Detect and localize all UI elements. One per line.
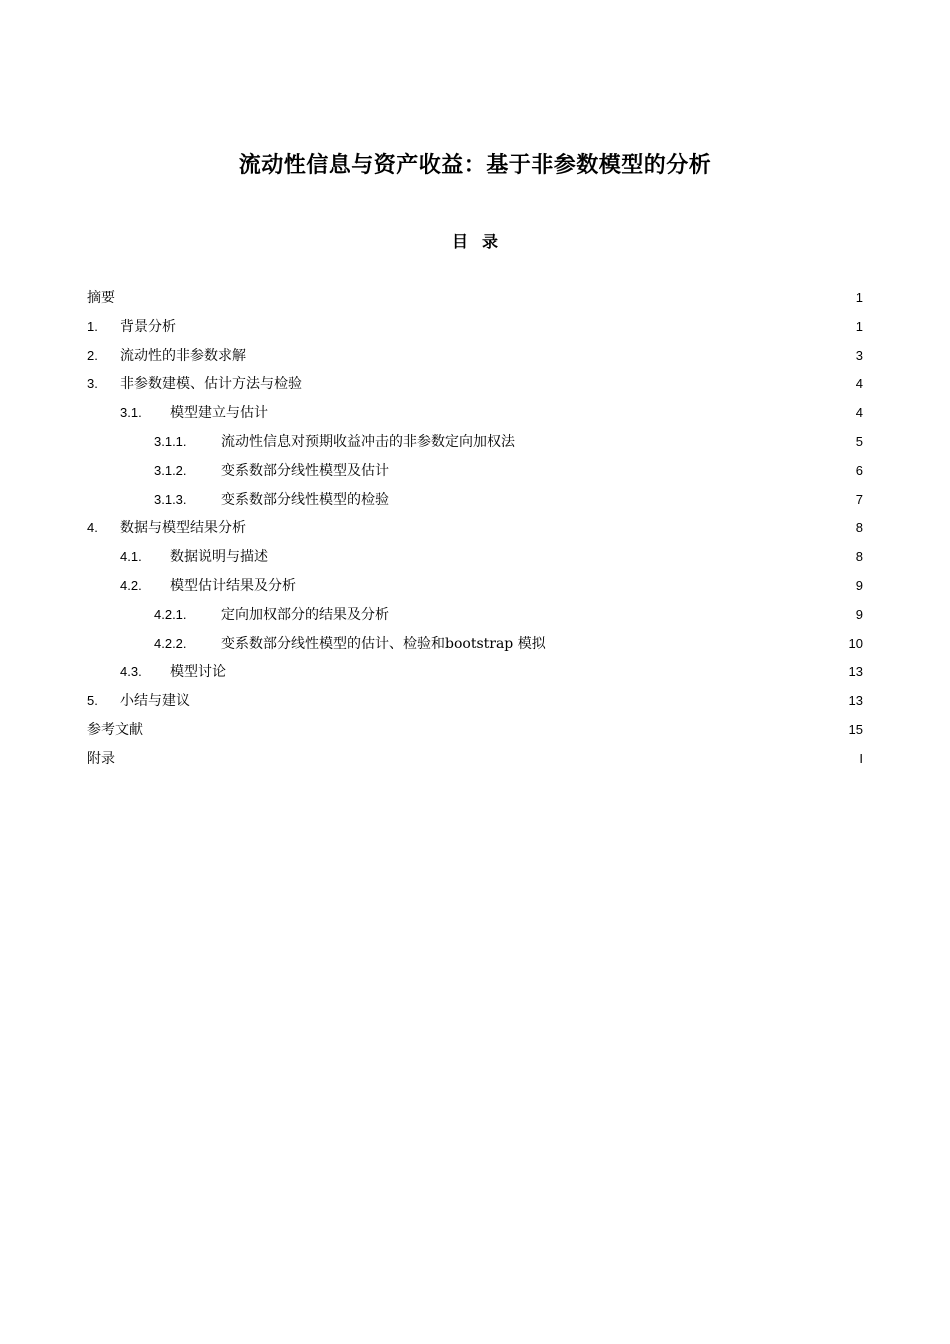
toc-entry[interactable] <box>87 399 863 428</box>
toc-entry-title: 数据说明与描述 <box>170 549 268 566</box>
toc-entry-number: 3.1.3. <box>154 491 187 507</box>
document-title: 流动性信息与资产收益：基于非参数模型的分析 <box>238 152 712 178</box>
toc-entry-number: 3. <box>87 376 98 392</box>
toc-entry[interactable] <box>87 457 863 486</box>
toc-entry-page-number: 1 <box>855 318 863 334</box>
toc-entry[interactable] <box>87 370 863 399</box>
toc-entry-page-number: I <box>859 750 863 766</box>
toc-entry-page-number: 15 <box>848 721 863 737</box>
toc-entry-title: 参考文献 <box>87 721 143 738</box>
toc-entry-number: 4. <box>87 520 98 536</box>
toc-entry-page-number: 8 <box>855 520 863 536</box>
toc-entry[interactable] <box>87 658 863 687</box>
toc-entry[interactable] <box>87 543 863 572</box>
toc-entry[interactable] <box>87 486 863 515</box>
toc-entry-page-number: 9 <box>855 606 863 622</box>
toc-entry-title: 小结与建议 <box>120 693 190 710</box>
toc-entry-title: 变系数部分线性模型的检验 <box>221 491 389 508</box>
toc-entry-page-number: 4 <box>855 376 863 392</box>
toc-entry-title: 模型估计结果及分析 <box>170 577 296 594</box>
toc-entry[interactable] <box>87 572 863 601</box>
toc-entry-page-number: 3 <box>855 347 863 363</box>
toc-entry-page-number: 7 <box>855 491 863 507</box>
table-of-contents <box>87 284 863 774</box>
toc-entry-number: 1. <box>87 318 98 334</box>
toc-entry-page-number: 6 <box>855 462 863 478</box>
toc-entry-number: 4.1. <box>120 549 142 565</box>
toc-entry-title: 流动性信息对预期收益冲击的非参数定向加权法 <box>221 433 515 450</box>
toc-entry-number: 5. <box>87 693 98 709</box>
toc-entry-title: 定向加权部分的结果及分析 <box>221 606 389 623</box>
toc-entry-title: 背景分析 <box>120 318 176 335</box>
toc-entry-title: 非参数建模、估计方法与检验 <box>120 376 302 393</box>
toc-entry-title: 变系数部分线性模型及估计 <box>221 462 389 479</box>
toc-entry-number: 3.1.2. <box>154 462 187 478</box>
toc-entry[interactable] <box>87 745 863 774</box>
toc-entry[interactable] <box>87 716 863 745</box>
toc-entry[interactable] <box>87 342 863 371</box>
toc-heading: 目录 <box>451 232 512 251</box>
toc-entry-page-number: 10 <box>848 635 863 651</box>
toc-entry-title: 模型讨论 <box>170 664 226 681</box>
toc-entry-page-number: 9 <box>855 577 863 593</box>
toc-entry-number: 2. <box>87 347 98 363</box>
toc-entry-title: 数据与模型结果分析 <box>120 520 246 537</box>
toc-entry-number: 3.1. <box>120 405 142 421</box>
toc-entry-title: 变系数部分线性模型的估计、检验和bootstrap 模拟 <box>221 635 546 652</box>
toc-entry-page-number: 13 <box>848 693 863 709</box>
toc-entry-page-number: 5 <box>855 433 863 449</box>
toc-entry[interactable] <box>87 514 863 543</box>
toc-entry-page-number: 4 <box>855 405 863 421</box>
toc-entry-number: 4.3. <box>120 664 142 680</box>
toc-entry[interactable] <box>87 284 863 313</box>
toc-entry-page-number: 13 <box>848 664 863 680</box>
toc-entry-title: 摘要 <box>87 290 115 306</box>
toc-entry[interactable] <box>87 601 863 630</box>
toc-entry-title: 流动性的非参数求解 <box>120 347 246 364</box>
toc-entry-number: 4.2.1. <box>154 606 187 622</box>
toc-entry-number: 4.2. <box>120 577 142 593</box>
toc-entry-page-number: 8 <box>855 549 863 565</box>
toc-entry[interactable] <box>87 313 863 342</box>
toc-entry-title: 附录 <box>87 750 115 767</box>
toc-entry[interactable] <box>87 428 863 457</box>
toc-entry[interactable] <box>87 687 863 716</box>
toc-entry-page-number: 1 <box>855 290 863 305</box>
toc-entry-title: 模型建立与估计 <box>170 405 268 422</box>
toc-entry[interactable] <box>87 630 863 659</box>
toc-entry-number: 4.2.2. <box>154 635 187 651</box>
toc-entry-number: 3.1.1. <box>154 433 187 449</box>
